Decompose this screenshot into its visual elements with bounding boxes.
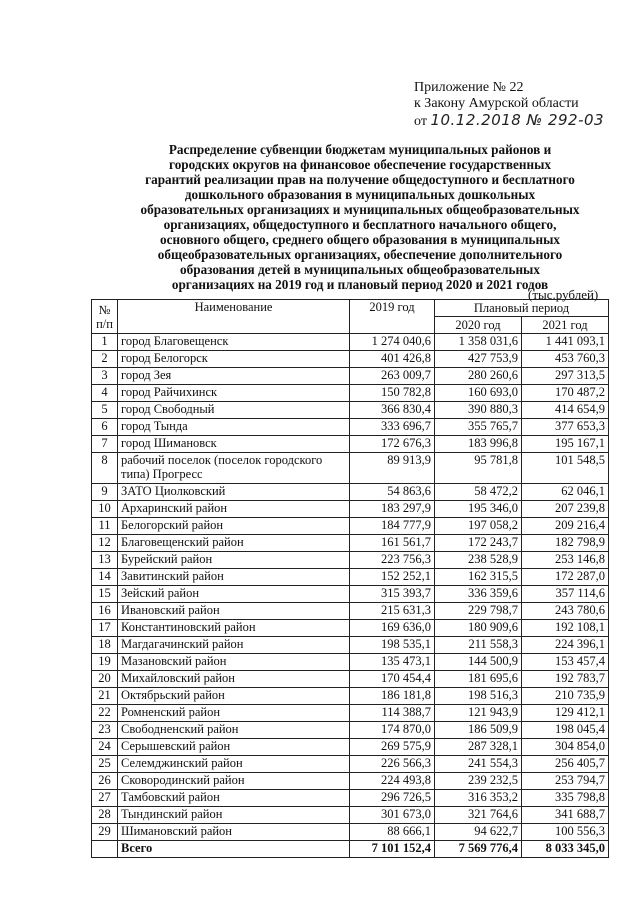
row-value-2020: 160 693,0 [435, 385, 522, 402]
row-value-2019: 186 181,8 [350, 688, 435, 705]
table-row [92, 535, 609, 552]
row-value-2019: 224 493,8 [350, 773, 435, 790]
subvention-table [91, 299, 609, 858]
table-row [92, 671, 609, 688]
row-name: город Тында [118, 419, 350, 436]
row-value-2019: 226 566,3 [350, 756, 435, 773]
row-name: Мазановский район [118, 654, 350, 671]
row-number: 11 [92, 518, 118, 535]
row-value-2019: 333 696,7 [350, 419, 435, 436]
appendix-law-ref: к Закону Амурской области [414, 96, 579, 111]
units-label: (тыс.рублей) [528, 287, 599, 302]
row-value-2021: 224 396,1 [522, 637, 609, 654]
row-value-2019: 366 830,4 [350, 402, 435, 419]
row-value-2021: 253 146,8 [522, 552, 609, 569]
table-row [92, 569, 609, 586]
row-value-2020: 144 500,9 [435, 654, 522, 671]
row-value-2019: 152 252,1 [350, 569, 435, 586]
title-line: дошкольного образования в муниципальных дошкольных [184, 187, 536, 202]
title-line: городских округов на финансовое обеспечение государственных [169, 157, 551, 172]
row-name: Михайловский район [118, 671, 350, 688]
header-2019: 2019 год [350, 300, 435, 334]
row-number: 15 [92, 586, 118, 603]
row-value-2020: 280 260,6 [435, 368, 522, 385]
row-name: город Шимановск [118, 436, 350, 453]
row-value-2019: 215 631,3 [350, 603, 435, 620]
row-value-2020: 1 358 031,6 [435, 334, 522, 351]
table-row [92, 824, 609, 841]
row-name: Ивановский район [118, 603, 350, 620]
header-planned-period: Плановый период [435, 300, 609, 317]
title-line: общеобразовательных организациях, обеспечение дополнительного [157, 247, 563, 262]
total-value-2019: 7 101 152,4 [350, 841, 435, 858]
row-number: 24 [92, 739, 118, 756]
row-number: 14 [92, 569, 118, 586]
row-name: город Зея [118, 368, 350, 385]
table-row [92, 552, 609, 569]
row-value-2021: 129 412,1 [522, 705, 609, 722]
row-value-2020: 95 781,8 [435, 453, 522, 484]
row-value-2021: 172 287,0 [522, 569, 609, 586]
row-value-2020: 355 765,7 [435, 419, 522, 436]
total-value-2020: 7 569 776,4 [435, 841, 522, 858]
row-value-2021: 210 735,9 [522, 688, 609, 705]
row-name: Шимановский район [118, 824, 350, 841]
title-line: образовательных организациях и муниципальных общеобразовательных [140, 202, 580, 217]
row-value-2020: 211 558,3 [435, 637, 522, 654]
row-value-2020: 238 528,9 [435, 552, 522, 569]
row-value-2020: 390 880,3 [435, 402, 522, 419]
table-row [92, 620, 609, 637]
table-row [92, 419, 609, 436]
table-row [92, 334, 609, 351]
appendix-block [414, 80, 604, 130]
row-value-2021: 195 167,1 [522, 436, 609, 453]
table-row [92, 688, 609, 705]
row-value-2021: 1 441 093,1 [522, 334, 609, 351]
row-number: 25 [92, 756, 118, 773]
table-row [92, 773, 609, 790]
row-value-2021: 256 405,7 [522, 756, 609, 773]
row-name: город Свободный [118, 402, 350, 419]
total-label: Всего [118, 841, 350, 858]
row-name: Магдагачинский район [118, 637, 350, 654]
row-value-2021: 253 794,7 [522, 773, 609, 790]
row-value-2020: 94 622,7 [435, 824, 522, 841]
row-value-2019: 161 561,7 [350, 535, 435, 552]
title-line: организациях, общедоступного и бесплатного начального общего, [163, 217, 557, 232]
table-row [92, 368, 609, 385]
table-row [92, 436, 609, 453]
row-number: 2 [92, 351, 118, 368]
table-row [92, 518, 609, 535]
title-line: основного общего, среднего общего образования в муниципальных [160, 232, 560, 247]
row-value-2019: 269 575,9 [350, 739, 435, 756]
title-line: организациях на 2019 год и плановый период 2020 и 2021 годов [171, 277, 549, 292]
row-value-2019: 114 388,7 [350, 705, 435, 722]
row-name: Константиновский район [118, 620, 350, 637]
row-value-2021: 297 313,5 [522, 368, 609, 385]
row-number: 16 [92, 603, 118, 620]
table-row [92, 790, 609, 807]
table-row [92, 484, 609, 501]
row-name: Бурейский район [118, 552, 350, 569]
table-row [92, 586, 609, 603]
row-number: 8 [92, 453, 118, 484]
row-value-2021: 100 556,3 [522, 824, 609, 841]
row-value-2019: 296 726,5 [350, 790, 435, 807]
row-value-2020: 197 058,2 [435, 518, 522, 535]
row-name: город Благовещенск [118, 334, 350, 351]
row-value-2020: 287 328,1 [435, 739, 522, 756]
row-value-2020: 186 509,9 [435, 722, 522, 739]
table-row [92, 756, 609, 773]
row-name: Архаринский район [118, 501, 350, 518]
row-value-2020: 336 359,6 [435, 586, 522, 603]
row-value-2021: 62 046,1 [522, 484, 609, 501]
row-value-2021: 182 798,9 [522, 535, 609, 552]
row-name: Тамбовский район [118, 790, 350, 807]
table-row [92, 654, 609, 671]
row-number: 17 [92, 620, 118, 637]
row-number: 28 [92, 807, 118, 824]
row-value-2021: 192 783,7 [522, 671, 609, 688]
row-number: 12 [92, 535, 118, 552]
row-name: Сковородинский район [118, 773, 350, 790]
header-2021: 2021 год [522, 317, 609, 334]
row-number: 26 [92, 773, 118, 790]
row-number: 29 [92, 824, 118, 841]
row-value-2021: 357 114,6 [522, 586, 609, 603]
row-name: Благовещенский район [118, 535, 350, 552]
row-value-2021: 153 457,4 [522, 654, 609, 671]
row-number: 13 [92, 552, 118, 569]
header-num: № п/п [92, 300, 118, 334]
title-line: гарантий реализации прав на получение общедоступного и бесплатного [145, 172, 575, 187]
row-value-2019: 198 535,1 [350, 637, 435, 654]
row-value-2020: 162 315,5 [435, 569, 522, 586]
row-number: 4 [92, 385, 118, 402]
row-value-2020: 58 472,2 [435, 484, 522, 501]
row-value-2021: 341 688,7 [522, 807, 609, 824]
row-value-2019: 1 274 040,6 [350, 334, 435, 351]
table-row [92, 385, 609, 402]
document-title [100, 142, 620, 292]
row-value-2019: 184 777,9 [350, 518, 435, 535]
row-value-2019: 183 297,9 [350, 501, 435, 518]
row-name: Тындинский район [118, 807, 350, 824]
row-value-2020: 121 943,9 [435, 705, 522, 722]
title-line: образования детей в муниципальных общеобразовательных [180, 262, 540, 277]
row-value-2021: 243 780,6 [522, 603, 609, 620]
total-value-2021: 8 033 345,0 [522, 841, 609, 858]
row-number: 22 [92, 705, 118, 722]
row-value-2021: 335 798,8 [522, 790, 609, 807]
row-number: 5 [92, 402, 118, 419]
row-value-2019: 169 636,0 [350, 620, 435, 637]
appendix-date-prefix: от [414, 114, 427, 129]
header-2020: 2020 год [435, 317, 522, 334]
row-value-2020: 183 996,8 [435, 436, 522, 453]
row-number: 27 [92, 790, 118, 807]
table-row [92, 739, 609, 756]
row-value-2019: 88 666,1 [350, 824, 435, 841]
total-row [92, 841, 609, 858]
row-value-2020: 241 554,3 [435, 756, 522, 773]
row-value-2021: 170 487,2 [522, 385, 609, 402]
table-row [92, 453, 609, 484]
row-value-2019: 172 676,3 [350, 436, 435, 453]
handwritten-date-number: 10.12.2018 № 292-03 [430, 111, 605, 129]
row-value-2020: 321 764,6 [435, 807, 522, 824]
row-name: Селемджинский район [118, 756, 350, 773]
table-body [92, 334, 609, 858]
row-value-2021: 207 239,8 [522, 501, 609, 518]
table-row [92, 351, 609, 368]
table-row [92, 722, 609, 739]
row-value-2020: 427 753,9 [435, 351, 522, 368]
row-name: Белогорский район [118, 518, 350, 535]
row-number: 10 [92, 501, 118, 518]
row-value-2021: 198 045,4 [522, 722, 609, 739]
row-value-2019: 150 782,8 [350, 385, 435, 402]
row-value-2020: 229 798,7 [435, 603, 522, 620]
row-name: ЗАТО Циолковский [118, 484, 350, 501]
row-value-2021: 414 654,9 [522, 402, 609, 419]
row-name: Завитинский район [118, 569, 350, 586]
row-value-2019: 263 009,7 [350, 368, 435, 385]
title-line: Распределение субвенции бюджетам муниципальных районов и [168, 142, 552, 157]
row-name: рабочий поселок (поселок городского типа) Прогресс [118, 453, 350, 484]
row-value-2021: 377 653,3 [522, 419, 609, 436]
row-value-2021: 304 854,0 [522, 739, 609, 756]
row-value-2019: 315 393,7 [350, 586, 435, 603]
row-value-2020: 239 232,5 [435, 773, 522, 790]
table-row [92, 807, 609, 824]
row-value-2020: 316 353,2 [435, 790, 522, 807]
row-value-2019: 401 426,8 [350, 351, 435, 368]
total-num-empty [92, 841, 118, 858]
row-value-2020: 181 695,6 [435, 671, 522, 688]
row-value-2019: 174 870,0 [350, 722, 435, 739]
row-number: 3 [92, 368, 118, 385]
row-value-2019: 301 673,0 [350, 807, 435, 824]
appendix-date-line [414, 112, 604, 130]
row-name: Октябрьский район [118, 688, 350, 705]
header-name: Наименование [118, 300, 350, 334]
row-value-2021: 453 760,3 [522, 351, 609, 368]
row-number: 7 [92, 436, 118, 453]
row-name: город Белогорск [118, 351, 350, 368]
row-name: Серышевский район [118, 739, 350, 756]
row-value-2019: 135 473,1 [350, 654, 435, 671]
row-number: 6 [92, 419, 118, 436]
row-name: Зейский район [118, 586, 350, 603]
row-name: город Райчихинск [118, 385, 350, 402]
row-value-2020: 195 346,0 [435, 501, 522, 518]
row-value-2021: 101 548,5 [522, 453, 609, 484]
row-value-2021: 209 216,4 [522, 518, 609, 535]
table-row [92, 501, 609, 518]
table-header [92, 300, 609, 334]
row-number: 18 [92, 637, 118, 654]
appendix-number: Приложение № 22 [414, 80, 524, 95]
row-value-2019: 89 913,9 [350, 453, 435, 484]
row-value-2019: 223 756,3 [350, 552, 435, 569]
row-value-2020: 198 516,3 [435, 688, 522, 705]
row-number: 1 [92, 334, 118, 351]
row-value-2019: 170 454,4 [350, 671, 435, 688]
row-value-2021: 192 108,1 [522, 620, 609, 637]
row-number: 21 [92, 688, 118, 705]
row-name: Ромненский район [118, 705, 350, 722]
row-value-2020: 172 243,7 [435, 535, 522, 552]
row-value-2019: 54 863,6 [350, 484, 435, 501]
row-number: 23 [92, 722, 118, 739]
row-name: Свободненский район [118, 722, 350, 739]
row-number: 9 [92, 484, 118, 501]
table-row [92, 637, 609, 654]
row-number: 19 [92, 654, 118, 671]
row-number: 20 [92, 671, 118, 688]
row-value-2020: 180 909,6 [435, 620, 522, 637]
table-row [92, 603, 609, 620]
table-row [92, 402, 609, 419]
table-row [92, 705, 609, 722]
